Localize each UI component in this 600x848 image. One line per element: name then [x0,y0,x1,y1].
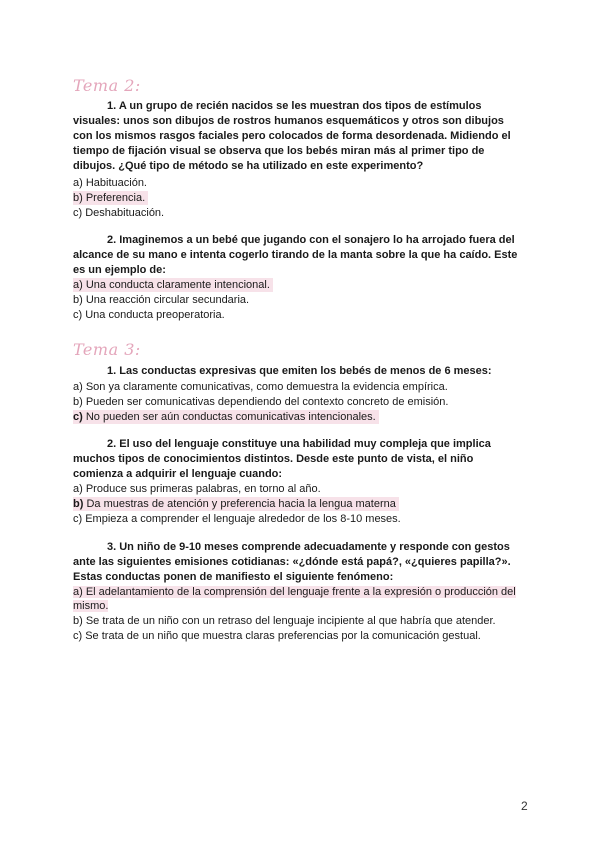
tema2-question-2: 2. Imaginemos a un bebé que jugando con el sonajero lo ha arrojado fuera del alcance de su mano e intenta cogerlo tirando de la manta sobre la que ha caído. Este es un ejemplo de: [73,234,518,276]
tema2-q1-option-c: c) Deshabituación. [73,207,165,219]
tema3-q3-option-a [73,585,523,613]
tema3-q2-option-b-letter: b) [73,498,84,510]
tema2-q2-option-a: a) Una conducta claramente intencional. [73,278,273,292]
tema3-q2-option-c: c) Empieza a comprender el lenguaje alrededor de los 8-10 meses. [73,513,401,525]
tema3-q2-option-b-text: Da muestras de atención y preferencia hacia la lengua materna [83,498,396,510]
tema-2-heading: Tema 2: [73,76,141,95]
tema3-q2-option-a: a) Produce sus primeras palabras, en torno al año. [73,483,321,495]
tema2-q2-option-c: c) Una conducta preoperatoria. [73,309,225,321]
tema2-q1-option-a: a) Habituación. [73,177,147,189]
page-number: 2 [521,799,528,813]
tema3-q2-option-b [73,497,399,511]
tema3-q3-option-a-text: El adelantamiento de la comprensión del lenguaje frente a la expresión o producción del mismo. [73,586,516,612]
tema-3-heading: Tema 3: [73,340,141,359]
tema3-question-1: 1. Las conductas expresivas que emiten los bebés de menos de 6 meses: [107,365,492,377]
tema3-question-3: 3. Un niño de 9-10 meses comprende adecuadamente y responde con gestos ante las siguientes emisiones cotidianas: «¿dónde está papá?, «¿quieres papilla?». Estas conductas ponen de manifiesto el siguiente fenómeno: [73,541,511,583]
tema3-q3-option-a-letter: a) [73,586,83,598]
tema2-q2-option-b: b) Una reacción circular secundaria. [73,294,250,306]
tema3-question-2: 2. El uso del lenguaje constituye una habilidad muy compleja que implica muchos tipos de conocimientos distintos. Desde este punto de vista, el niño comienza a adquirir el lenguaje cuando: [73,438,491,480]
tema3-q1-option-c [73,410,379,424]
tema3-q1-option-a: a) Son ya claramente comunicativas, como demuestra la evidencia empírica. [73,381,448,393]
tema3-q1-option-b: b) Pueden ser comunicativas dependiendo del contexto concreto de emisión. [73,396,449,408]
tema2-question-1: 1. A un grupo de recién nacidos se les muestran dos tipos de estímulos visuales: unos son dibujos de rostros humanos esquemáticos y otros son dibujos con los mismos rasgos faciales pero colocados de forma desordenada. Midiendo el tiempo de fijación visual se observa que los bebés miran más al primer tipo de dibujos. ¿Qué tipo de método se ha utilizado en este experimento? [73,100,511,172]
tema3-q3-option-b: b) Se trata de un niño con un retraso del lenguaje incipiente al que habría que atender. [73,615,496,627]
tema3-q1-option-c-text: No pueden ser aún conductas comunicativas intencionales. [82,411,376,423]
tema3-q3-option-c: c) Se trata de un niño que muestra claras preferencias por la comunicación gestual. [73,630,481,642]
tema3-q1-option-c-letter: c) [73,411,83,423]
tema2-q1-option-b: b) Preferencia. [73,191,148,205]
